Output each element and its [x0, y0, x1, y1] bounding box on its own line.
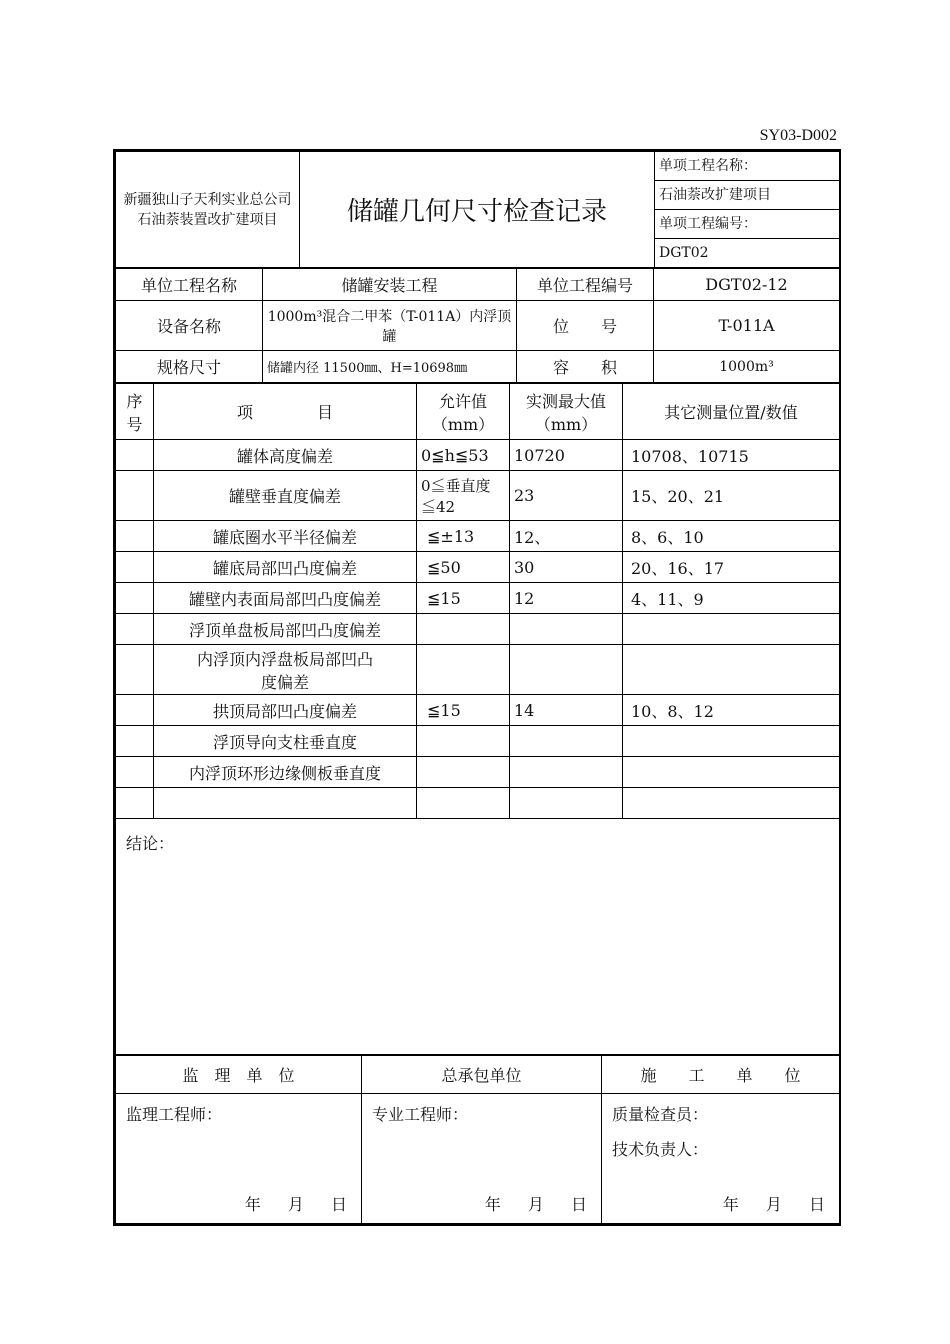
record-form	[113, 149, 841, 1226]
equipment-name: 1000m³混合二甲苯（T-011A）内浮顶罐	[263, 301, 517, 351]
row-no	[116, 757, 154, 788]
col-allowed-header: 允许值（mm）	[417, 384, 510, 440]
construction-sign-cell[interactable]	[602, 1094, 840, 1224]
row-measured	[510, 726, 623, 757]
row-other	[623, 614, 840, 645]
measurement-table	[115, 383, 840, 1055]
table-header-row	[116, 384, 840, 440]
row-other: 8、6、10	[623, 521, 840, 552]
row-allowed	[417, 788, 510, 819]
unit-project-name: 储罐安装工程	[263, 269, 517, 301]
unit-project-no-label: 单位工程编号	[517, 269, 654, 301]
position-label: 位 号	[517, 301, 654, 351]
supervision-unit-header: 监 理 单 位	[116, 1056, 362, 1094]
row-no	[116, 552, 154, 583]
col-no-header: 序号	[116, 384, 154, 440]
row-no	[116, 645, 154, 695]
row-allowed: ≦±13	[417, 521, 510, 552]
row-no	[116, 440, 154, 471]
table-row	[116, 695, 840, 726]
table-row	[116, 788, 840, 819]
spec-label: 规格尺寸	[116, 351, 263, 383]
table-row	[116, 471, 840, 521]
row-item: 拱顶局部凹凸度偏差	[154, 695, 417, 726]
company-name: 新疆独山子天利实业总公司石油萘装置改扩建项目	[116, 152, 300, 268]
row-item: 罐体高度偏差	[154, 440, 417, 471]
sub-project-name-label: 单项工程名称：	[655, 152, 839, 181]
sub-project-no-label: 单项工程编号：	[655, 210, 839, 239]
volume-label: 容 积	[517, 351, 654, 383]
row-allowed	[417, 726, 510, 757]
quality-inspector-label: 质量检查员：	[612, 1105, 709, 1124]
col-other-header: 其它测量位置/数值	[623, 384, 840, 440]
contractor-date: 年 月 日	[484, 1195, 587, 1214]
signature-table	[115, 1055, 840, 1224]
row-item: 罐壁内表面局部凹凸度偏差	[154, 583, 417, 614]
table-row	[116, 552, 840, 583]
col-measured-header: 实测最大值（mm）	[510, 384, 623, 440]
header-table	[115, 151, 840, 268]
row-measured: 12	[510, 583, 623, 614]
row-item: 罐底圈水平半径偏差	[154, 521, 417, 552]
position-value: T-011A	[654, 301, 840, 351]
row-measured: 23	[510, 471, 623, 521]
table-row	[116, 645, 840, 695]
row-allowed: ≦15	[417, 695, 510, 726]
unit-project-name-label: 单位工程名称	[116, 269, 263, 301]
table-row	[116, 726, 840, 757]
table-row	[116, 757, 840, 788]
row-item: 罐壁垂直度偏差	[154, 471, 417, 521]
unit-project-no: DGT02-12	[654, 269, 840, 301]
row-no	[116, 726, 154, 757]
table-row	[116, 521, 840, 552]
conclusion-label: 结论：	[126, 834, 175, 853]
row-other	[623, 645, 840, 695]
row-measured	[510, 788, 623, 819]
row-allowed: ≦50	[417, 552, 510, 583]
row-item: 罐底局部凹凸度偏差	[154, 552, 417, 583]
sub-project-name: 石油萘改扩建项目	[655, 181, 839, 210]
row-no	[116, 695, 154, 726]
row-allowed: 0≦垂直度≦42	[417, 471, 510, 521]
row-measured: 10720	[510, 440, 623, 471]
row-measured	[510, 757, 623, 788]
row-allowed: ≦15	[417, 583, 510, 614]
technical-lead-label: 技术负责人：	[612, 1140, 709, 1159]
row-other	[623, 788, 840, 819]
row-other: 20、16、17	[623, 552, 840, 583]
row-item: 浮顶单盘板局部凹凸度偏差	[154, 614, 417, 645]
construction-date: 年 月 日	[722, 1195, 825, 1214]
row-measured: 30	[510, 552, 623, 583]
volume-value: 1000m³	[654, 351, 840, 383]
row-item: 内浮顶环形边缘侧板垂直度	[154, 757, 417, 788]
row-no	[116, 614, 154, 645]
row-other: 15、20、21	[623, 471, 840, 521]
row-no	[116, 521, 154, 552]
row-other	[623, 757, 840, 788]
spec-value: 储罐内径 11500㎜、H=10698㎜	[263, 351, 517, 383]
row-measured: 14	[510, 695, 623, 726]
row-measured	[510, 645, 623, 695]
row-no	[116, 583, 154, 614]
row-item: 内浮顶内浮盘板局部凹凸度偏差	[154, 645, 417, 695]
table-row	[116, 614, 840, 645]
supervision-sign-cell[interactable]	[116, 1094, 362, 1224]
sub-project-cell	[655, 152, 840, 268]
general-contractor-header: 总承包单位	[362, 1056, 602, 1094]
row-measured	[510, 614, 623, 645]
row-other: 10、8、12	[623, 695, 840, 726]
row-item	[154, 788, 417, 819]
contractor-sign-cell[interactable]	[362, 1094, 602, 1224]
row-other: 4、11、9	[623, 583, 840, 614]
professional-engineer-label: 专业工程师：	[372, 1105, 469, 1124]
construction-unit-header: 施 工 单 位	[602, 1056, 840, 1094]
row-no	[116, 471, 154, 521]
equipment-name-label: 设备名称	[116, 301, 263, 351]
row-allowed: 0≦h≦53	[417, 440, 510, 471]
conclusion-cell[interactable]	[116, 819, 840, 1055]
conclusion-row	[116, 819, 840, 1055]
row-measured: 12、	[510, 521, 623, 552]
table-row	[116, 583, 840, 614]
table-row	[116, 440, 840, 471]
row-allowed	[417, 614, 510, 645]
form-title: 储罐几何尺寸检查记录	[300, 152, 655, 268]
row-other	[623, 726, 840, 757]
row-item: 浮顶导向支柱垂直度	[154, 726, 417, 757]
row-other: 10708、10715	[623, 440, 840, 471]
row-no	[116, 788, 154, 819]
supervision-engineer-label: 监理工程师：	[126, 1105, 223, 1124]
sub-project-no: DGT02	[659, 245, 709, 261]
row-allowed	[417, 757, 510, 788]
supervision-date: 年 月 日	[244, 1195, 347, 1214]
col-item-header: 项 目	[154, 384, 417, 440]
row-allowed	[417, 645, 510, 695]
info-table	[115, 268, 840, 383]
document-code: SY03-D002	[759, 127, 837, 144]
